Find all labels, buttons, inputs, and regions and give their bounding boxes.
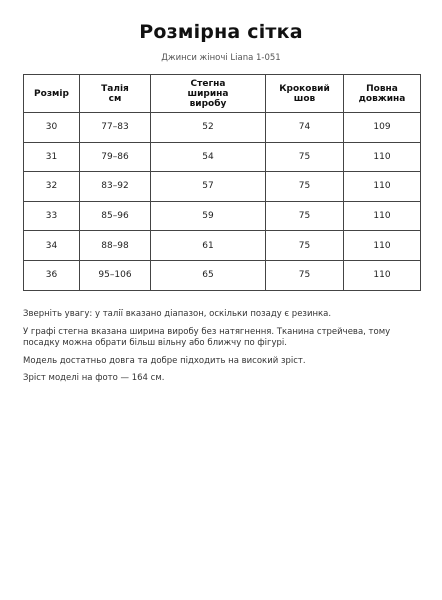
header-waist <box>80 75 151 113</box>
header-full-length <box>344 75 421 113</box>
cell-full-length: 110 <box>344 201 421 231</box>
header-size <box>24 75 80 113</box>
cell-size: 33 <box>24 201 80 231</box>
product-subtitle: Джинси жіночі Liana 1-051 <box>161 53 281 63</box>
table-header-row <box>24 75 421 113</box>
notes-section <box>23 309 419 391</box>
cell-waist: 79–86 <box>80 142 151 172</box>
cell-size: 34 <box>24 231 80 261</box>
cell-size: 32 <box>24 172 80 202</box>
table-row <box>24 113 421 143</box>
cell-waist: 85–96 <box>80 201 151 231</box>
cell-inseam: 74 <box>266 113 344 143</box>
cell-inseam: 75 <box>266 260 344 290</box>
header-line: Талія <box>101 83 129 94</box>
size-table <box>23 74 421 291</box>
note-waist-range: Зверніть увагу: у талії вказано діапазон, оскільки позаду є резинка. <box>23 309 332 319</box>
cell-size: 36 <box>24 260 80 290</box>
note-hips-width: У графі стегна вказана ширина виробу без натягнення. Тканина стрейчева, тому посадку можна обрати більш вільну або ближчу по фігурі. <box>23 326 391 348</box>
cell-full-length: 110 <box>344 231 421 261</box>
cell-size: 30 <box>24 113 80 143</box>
header-line: Кроковий <box>279 83 330 94</box>
cell-full-length: 110 <box>344 260 421 290</box>
cell-full-length: 109 <box>344 113 421 143</box>
cell-hips: 59 <box>151 201 266 231</box>
header-line: шов <box>293 93 316 104</box>
table-row <box>24 201 421 231</box>
table-row <box>24 231 421 261</box>
cell-hips: 61 <box>151 231 266 261</box>
note-model-height: Зріст моделі на фото — 164 см. <box>23 373 165 383</box>
page-title: Розмірна сітка <box>139 21 303 43</box>
cell-size: 31 <box>24 142 80 172</box>
cell-inseam: 75 <box>266 142 344 172</box>
cell-hips: 65 <box>151 260 266 290</box>
cell-inseam: 75 <box>266 201 344 231</box>
header-line: Стегна <box>190 78 226 89</box>
cell-hips: 54 <box>151 142 266 172</box>
table-row <box>24 142 421 172</box>
header-line: довжина <box>358 93 406 104</box>
cell-full-length: 110 <box>344 142 421 172</box>
header-line: ширина <box>187 88 229 99</box>
table-row <box>24 260 421 290</box>
header-line: Повна <box>366 83 398 94</box>
cell-inseam: 75 <box>266 231 344 261</box>
cell-hips: 52 <box>151 113 266 143</box>
header-line: Розмір <box>34 88 69 99</box>
note-length: Модель достатньо довга та добре підходить на високий зріст. <box>23 355 306 366</box>
cell-waist: 95–106 <box>80 260 151 290</box>
cell-waist: 83–92 <box>80 172 151 202</box>
header-hips <box>151 75 266 113</box>
cell-inseam: 75 <box>266 172 344 202</box>
header-line: см <box>108 93 122 104</box>
header-inseam <box>266 75 344 113</box>
cell-full-length: 110 <box>344 172 421 202</box>
cell-waist: 77–83 <box>80 113 151 143</box>
cell-waist: 88–98 <box>80 231 151 261</box>
cell-hips: 57 <box>151 172 266 202</box>
header-line: виробу <box>189 98 227 109</box>
table-row <box>24 172 421 202</box>
